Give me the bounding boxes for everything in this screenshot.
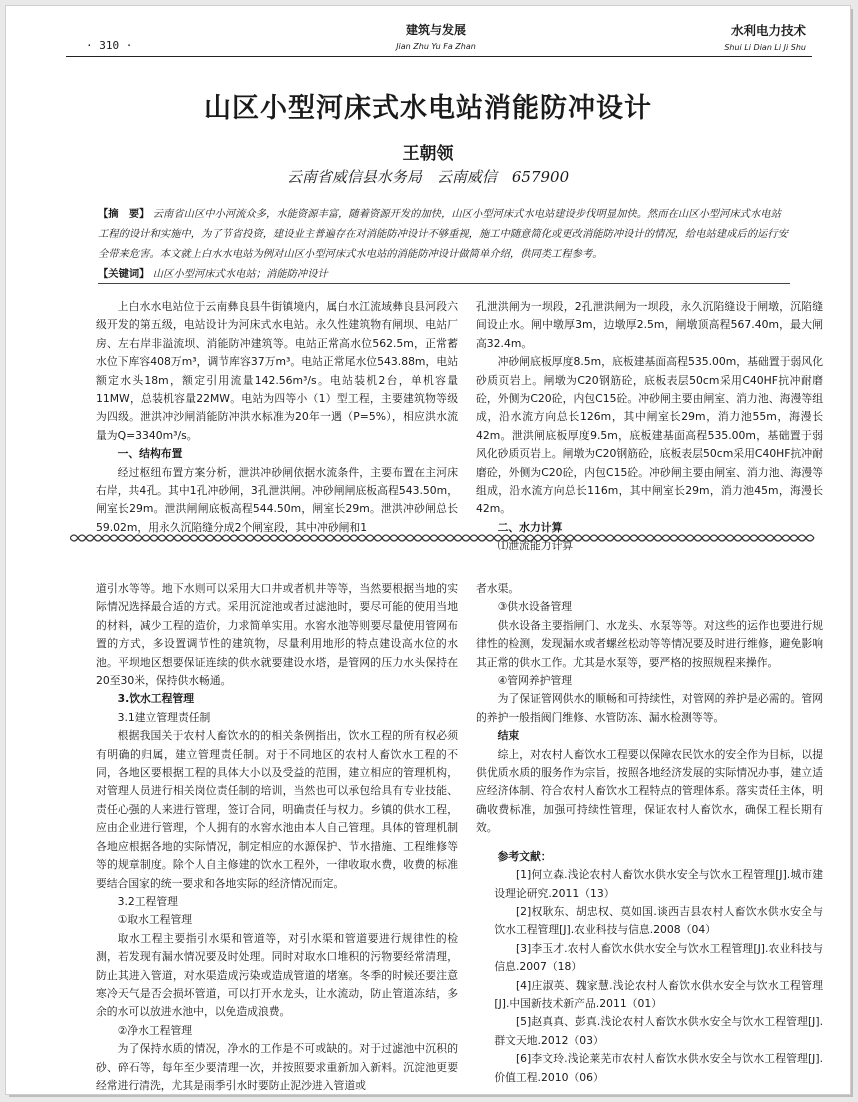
paragraph: ⑴泄流能力计算 (497, 539, 574, 553)
references-title: 参考文献： (497, 849, 552, 863)
reference-item: [4]庄淑英、魏家慧.浅论农村人畜饮水供水安全与饮水工程管理[J].中国新技术新产品.2011（01） (494, 978, 823, 1010)
subsection-heading: ①取水工程管理 (117, 913, 193, 927)
section-heading: 3.饮水工程管理 (117, 692, 194, 706)
upper-left-column (96, 298, 458, 537)
article-title: 山区小型河床式水电站消能防冲设计 (204, 93, 652, 124)
paragraph: 供水设备主要指闸门、水龙头、水泵等等。对这些的运作也要进行规律性的检测，发现漏水或者螺丝松动等等情况要及时进行维修，避免影响其正常的供水工作。尤其是水泵等，要严格的按照规程来操作。 (476, 618, 823, 669)
journal-page (6, 6, 850, 1094)
page-number: · 310 · (86, 39, 133, 52)
subsection-heading: ③供水设备管理 (497, 600, 573, 614)
paragraph: 为了保持水质的情况，净水的工作是不可或缺的。对于过滤池中沉积的砂、碎石等，每年至少要清理一次，并按照要求重新加入新料。沉淀池更要经常进行清洗，尤其是雨季引水时要防止泥沙进入管道或 (96, 1042, 458, 1092)
reference-item: [2]权耿东、胡忠权、莫如国.谈西吉县农村人畜饮水供水安全与饮水工程管理[J].农业科技与信息.2008（04） (494, 904, 823, 937)
upper-right-column (476, 298, 823, 556)
subsection-heading: 3.1建立管理责任制 (117, 710, 211, 724)
abstract-block (98, 204, 790, 284)
subsection-heading: ②净水工程管理 (117, 1023, 193, 1037)
subsection-heading: ④管网养护管理 (497, 674, 573, 688)
journal-pinyin: Jian Zhu Yu Fa Zhan (396, 42, 476, 51)
article-affiliation: 云南省威信县水务局 云南威信 657900 (286, 168, 570, 186)
paragraph: 经过枢纽布置方案分析，泄洪冲砂闸依据水流条件，主要布置在主河床右岸，共4孔。其中1孔冲砂闸，3孔泄洪闸。冲砂闸闸底板高程543.50m，闸室长29m。泄洪闸闸底板高程544.50m，闸室长29m。泄洪冲砂闸总长59.02m，用永久沉陷缝分成2个闸室段，其中冲砂闸和1 (96, 465, 458, 534)
paragraph: 为了保证管网供水的顺畅和可持续性，对管网的养护是必需的。管网的养护一般指阀门维修、水管防冻、漏水检测等等。 (476, 692, 823, 724)
reference-item: [1]何立森.浅论农村人畜饮水供水安全与饮水工程管理[J].城市建设理论研究.2011（13） (494, 868, 823, 900)
paragraph: 冲砂闸底板厚度8.5m，底板建基面高程535.00m，基础置于弱风化砂质页岩上。闸墩为C20钢筋砼，底板表层50cm采用C40HF抗冲耐磨砼，外侧为C20砼，内包C15砼。冲砂闸主要由闸室、消力池、海漫等组成，沿水流方向总长126m，其中闸室长29m，消力池55m，海漫长42m。泄洪闸底板厚度9.5m，底板建基面高程535.00m，基础置于弱风化砂质页岩上。闸墩为C20钢筋砼，底板表层50cm采用C40HF抗冲耐磨砼，外侧为C20砼，内包C15砼。冲砂闸主要由闸室、消力池、海漫等组成，沿水流方向总长116m，其中闸室长29m，消力池45m，海漫长42m。 (476, 355, 823, 516)
keywords-text: 山区小型河床式水电站；消能防冲设计 (152, 268, 328, 280)
reference-item: [6]李文玲.浅论莱芜市农村人畜饮水供水安全与饮水工程管理[J].价值工程.2010（06） (494, 1052, 823, 1084)
article-author: 王朝领 (402, 144, 454, 164)
abstract-rule (98, 283, 790, 284)
section-name: 水利电力技术 (730, 23, 806, 38)
paragraph: 者水渠。 (476, 582, 520, 595)
journal-header (336, 21, 536, 51)
paragraph: 孔泄洪闸为一坝段，2孔泄洪闸为一坝段，永久沉陷缝设于闸墩，沉陷缝间设止水。闸中墩厚3m，边墩厚2.5m，闸墩顶高程567.40m，最大闸高32.4m。 (476, 300, 823, 350)
abstract-label: 【摘 要】 (98, 208, 150, 220)
reference-item: [5]赵真真、彭真.浅论农村人畜饮水供水安全与饮水工程管理[J].群文天地.2012（03） (494, 1015, 823, 1047)
abstract-text: 云南省山区中小河流众多，水能资源丰富，随着资源开发的加快，山区小型河床式水电站建设步伐明显加快。然而在山区小型河床式水电站工程的设计和实施中，为了节省投资，建设业主普遍存在对消能防冲设计不够重视，施工中随意简化或更改消能防冲设计的情况，给电站建成后的运行安全带来危害。本文就上白水水电站为例对山区小型河床式水电站的消能防冲设计做简单介绍，供同类工程参考。 (98, 208, 788, 260)
paragraph: 取水工程主要指引水渠和管道等，对引水渠和管道要进行规律性的检测，若发现有漏水情况要及时处理。同时对取水口堆积的污物要经常清理，防止其进入管道，对水渠造成污染或造成管道的堵塞。冬季的时候还要注意寒冷天气是否会损坏管道，可以打开水龙头，让水流动，防止管道冻结，多余的水可以放进水池中，以免造成浪费。 (96, 931, 458, 1019)
paragraph: 综上，对农村人畜饮水工程要以保障农民饮水的安全作为目标，以提供优质水质的服务作为宗旨，按照各地经济发展的实际情况办事，建立适应经济体制、符合农村人畜饮水工程特点的管理体系。落实责任主体，明确收费标准，加强可持续性管理，保证农村人畜饮水，确保工程长期有效。 (476, 747, 823, 835)
wavy-divider (70, 531, 820, 545)
lower-right-column (476, 580, 823, 1087)
section-pinyin: Shui Li Dian Li Ji Shu (724, 43, 806, 52)
reference-item: [3]李玉才.农村人畜饮水供水安全与饮水工程管理[J].农业科技与信息.2007（18） (494, 941, 823, 974)
paragraph: 上白水水电站位于云南彝良县牛街镇境内，属白水江流域彝良县河段六级开发的第五级，电站设计为河床式水电站。永久性建筑物有闸坝、电站厂房、左右岸非溢流坝、消能防冲建筑等。电站正常高水位562.5m，正常蓄水位下库容408万m³，调节库容37万m³。电站正常尾水位543.88m，电站额定水头18m，额定引用流量142.56m³/s。电站装机2台，单机容量11MW，总装机容量22MW。电站为四等小（1）型工程，主要建筑物等级为四级。泄洪冲沙闸消能防冲洪水标准为20年一遇（P=5%），相应洪水流量为Q=3340m³/s。 (96, 300, 458, 442)
section-heading: 结束 (497, 729, 520, 743)
subsection-heading: 3.2工程管理 (117, 894, 178, 908)
keywords-label: 【关键词】 (98, 268, 150, 280)
section-header (724, 21, 806, 52)
paragraph: 根据我国关于农村人畜饮水的的相关条例指出，饮水工程的所有权必须有明确的归属，建立管理责任制。对于不同地区的农村人畜饮水工程的不同，各地区要根据工程的具体大小以及受益的范围，建立相应的管理机构，对管理人员进行相关岗位责任制的培训，当然也可以承包给具有专业技能、责任心强的人来进行管理，签订合同，明确责任与权力。乡镇的供水工程，应由企业进行管理，个人拥有的水窖水池由本人自己管理。具体的管理机制各地应根据各地的实际情况，制定相应的水源保护、节水措施、工程维修等等的规章制度。除个人自主修建的饮水工程外，一律收取水费，收费的标准要结合国家的统一要求和各地实际的经济情况而定。 (96, 729, 458, 890)
journal-name: 建筑与发展 (405, 23, 466, 37)
section-heading: 一、结构布置 (117, 447, 183, 461)
lower-left-column (96, 580, 458, 1095)
header-rule (66, 56, 812, 57)
paragraph: 道引水等等。地下水则可以采用大口井或者机井等等，当然要根据当地的实际情况选择最合适的方式。采用沉淀池或者过滤池时，要尽可能的使用当地的材料，减少工程的造价，力求简单实用。水窖水池等则要尽量使用管网布置的方式，多设置调节性的建筑物，尽量利用地形的特点建设高水位的水池。平坝地区想要保证连续的供水就要建设水塔，是管网的压力水头保持在20至30米，保持供水畅通。 (96, 582, 458, 688)
section-heading: 二、水力计算 (497, 520, 563, 534)
